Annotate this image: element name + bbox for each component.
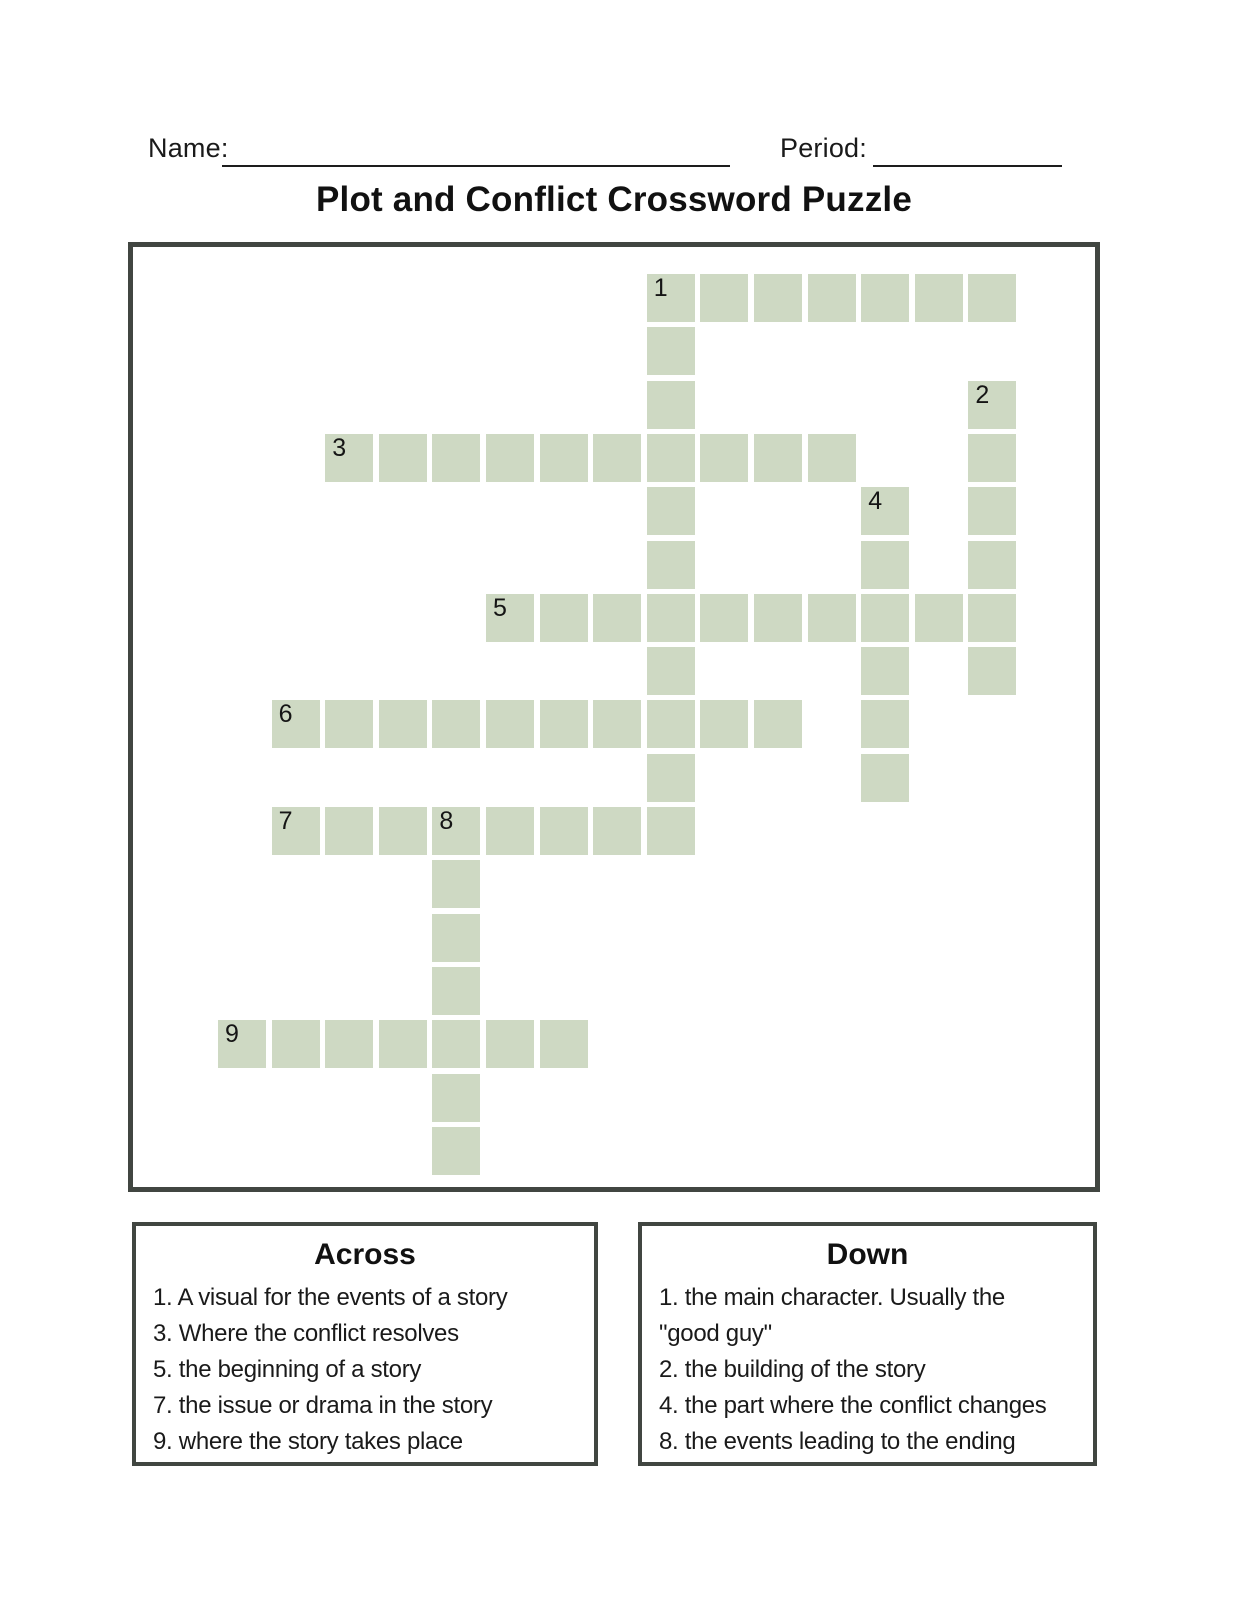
grid-cell[interactable] xyxy=(647,807,695,855)
across-clue-list xyxy=(136,1280,594,1460)
name-underline xyxy=(222,165,730,167)
grid-cell[interactable] xyxy=(968,274,1016,322)
grid-cell[interactable] xyxy=(325,700,373,748)
clue-item xyxy=(659,1424,1091,1460)
crossword-grid xyxy=(128,242,1100,1192)
grid-cell[interactable] xyxy=(647,487,695,535)
grid-cell[interactable] xyxy=(379,1020,427,1068)
clue-line: 2. the building of the story xyxy=(659,1356,926,1383)
grid-cell[interactable] xyxy=(272,1020,320,1068)
grid-cell[interactable] xyxy=(861,487,909,535)
grid-cell[interactable] xyxy=(325,434,373,482)
period-label: Period: xyxy=(780,133,867,163)
grid-cell[interactable] xyxy=(968,541,1016,589)
grid-cell[interactable] xyxy=(593,807,641,855)
grid-cell[interactable] xyxy=(647,274,695,322)
grid-cell[interactable] xyxy=(486,807,534,855)
clue-item xyxy=(153,1352,592,1388)
down-clue-box xyxy=(638,1222,1097,1466)
grid-cell[interactable] xyxy=(432,914,480,962)
grid-cell[interactable] xyxy=(915,594,963,642)
grid-cell[interactable] xyxy=(432,967,480,1015)
grid-cell[interactable] xyxy=(754,274,802,322)
grid-cell[interactable] xyxy=(647,594,695,642)
cell-number: 8 xyxy=(439,807,454,835)
grid-cell[interactable] xyxy=(432,860,480,908)
clue-item xyxy=(153,1280,592,1316)
clue-item xyxy=(659,1352,1091,1388)
grid-cell[interactable] xyxy=(540,594,588,642)
clue-line: 9. where the story takes place xyxy=(153,1428,463,1455)
cell-number: 5 xyxy=(493,593,507,622)
across-clue-box xyxy=(132,1222,598,1466)
name-label: Name: xyxy=(148,133,229,163)
grid-cell[interactable] xyxy=(861,541,909,589)
grid-cell[interactable] xyxy=(379,434,427,482)
clue-line: 8. the events leading to the ending xyxy=(659,1428,1016,1455)
grid-cell[interactable] xyxy=(432,700,480,748)
cell-number: 6 xyxy=(278,700,293,729)
grid-cell[interactable] xyxy=(540,434,588,482)
cell-number: 4 xyxy=(868,487,883,516)
grid-cell[interactable] xyxy=(754,700,802,748)
grid-cell[interactable] xyxy=(808,434,856,482)
grid-cell[interactable] xyxy=(379,807,427,855)
grid-cell[interactable] xyxy=(861,594,909,642)
grid-cell[interactable] xyxy=(915,274,963,322)
grid-cell[interactable] xyxy=(432,1074,480,1122)
grid-cell[interactable] xyxy=(486,594,534,642)
grid-cell[interactable] xyxy=(432,434,480,482)
cell-number: 2 xyxy=(975,380,990,409)
grid-cell[interactable] xyxy=(272,807,320,855)
grid-cell[interactable] xyxy=(325,807,373,855)
grid-cell[interactable] xyxy=(647,754,695,802)
grid-cell[interactable] xyxy=(432,1127,480,1175)
grid-cell[interactable] xyxy=(486,434,534,482)
grid-cell[interactable] xyxy=(700,274,748,322)
grid-cell[interactable] xyxy=(968,434,1016,482)
clue-item xyxy=(153,1424,592,1460)
grid-cell[interactable] xyxy=(808,274,856,322)
grid-cell[interactable] xyxy=(968,647,1016,695)
clue-line: 1. the main character. Usually the xyxy=(659,1284,1005,1311)
clue-line: 3. Where the conflict resolves xyxy=(153,1320,459,1347)
across-title: Across xyxy=(314,1238,416,1271)
grid-cell[interactable] xyxy=(700,594,748,642)
grid-cell[interactable] xyxy=(486,700,534,748)
grid-cell[interactable] xyxy=(861,274,909,322)
clue-item xyxy=(659,1388,1091,1424)
grid-cell[interactable] xyxy=(754,594,802,642)
grid-cell[interactable] xyxy=(593,434,641,482)
grid-cell[interactable] xyxy=(647,647,695,695)
grid-cell[interactable] xyxy=(593,700,641,748)
down-clue-list xyxy=(642,1280,1093,1460)
cell-number: 9 xyxy=(225,1020,239,1049)
down-title: Down xyxy=(826,1238,909,1271)
clue-line: 4. the part where the conflict changes xyxy=(659,1392,1047,1419)
grid-cell[interactable] xyxy=(700,434,748,482)
grid-cell[interactable] xyxy=(861,647,909,695)
clue-line: 7. the issue or drama in the story xyxy=(153,1392,493,1419)
grid-cell[interactable] xyxy=(325,1020,373,1068)
grid-cell[interactable] xyxy=(218,1020,266,1068)
grid-cell[interactable] xyxy=(647,381,695,429)
grid-cell[interactable] xyxy=(861,754,909,802)
cell-number: 1 xyxy=(653,274,668,302)
grid-cell[interactable] xyxy=(647,700,695,748)
grid-cell[interactable] xyxy=(968,381,1016,429)
grid-cell[interactable] xyxy=(647,434,695,482)
grid-cell[interactable] xyxy=(379,700,427,748)
grid-cell[interactable] xyxy=(968,594,1016,642)
grid-cell[interactable] xyxy=(647,327,695,375)
clue-item xyxy=(659,1280,1091,1352)
clue-item xyxy=(153,1388,592,1424)
grid-cell[interactable] xyxy=(272,700,320,748)
cell-number: 7 xyxy=(278,807,293,835)
period-underline xyxy=(873,165,1062,167)
clue-item xyxy=(153,1316,592,1352)
cell-number: 3 xyxy=(332,433,347,462)
grid-cell[interactable] xyxy=(540,807,588,855)
clue-line: "good guy" xyxy=(659,1320,772,1347)
grid-cell[interactable] xyxy=(861,700,909,748)
grid-cell[interactable] xyxy=(540,700,588,748)
grid-cell[interactable] xyxy=(432,807,480,855)
clue-line: 1. A visual for the events of a story xyxy=(153,1284,508,1311)
grid-cell[interactable] xyxy=(700,700,748,748)
page-title: Plot and Conflict Crossword Puzzle xyxy=(315,180,912,219)
grid-cell[interactable] xyxy=(593,594,641,642)
grid-cell[interactable] xyxy=(432,1020,480,1068)
grid-cell[interactable] xyxy=(754,434,802,482)
clue-line: 5. the beginning of a story xyxy=(153,1356,422,1383)
grid-cell[interactable] xyxy=(808,594,856,642)
grid-cell[interactable] xyxy=(968,487,1016,535)
grid-cell[interactable] xyxy=(647,541,695,589)
grid-cell[interactable] xyxy=(540,1020,588,1068)
grid-cell[interactable] xyxy=(486,1020,534,1068)
